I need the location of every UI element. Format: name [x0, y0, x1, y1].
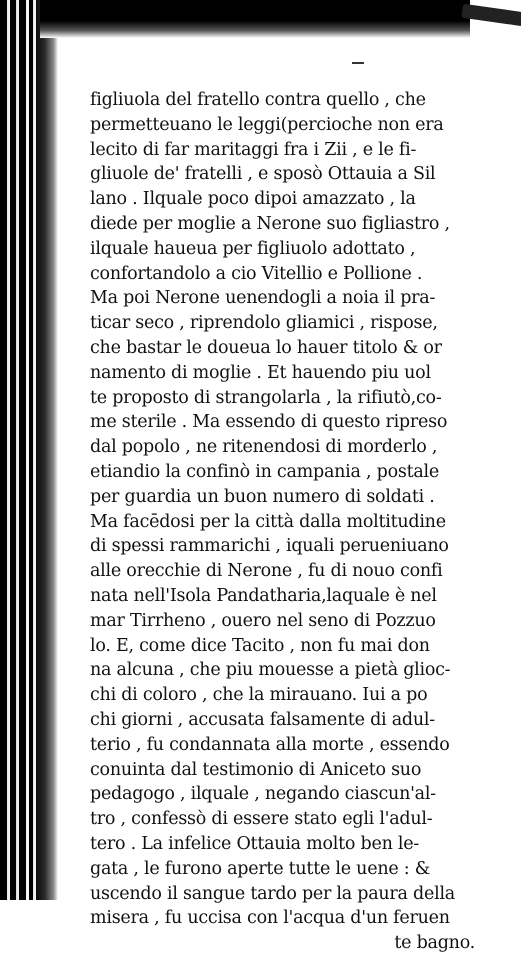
- text-line: me sterile . Ma essendo di questo ripreso: [90, 412, 448, 433]
- text-line: uscendo il sangue tardo per la paura della: [90, 883, 455, 904]
- stray-ink-mark: [352, 62, 364, 64]
- text-line: terio , fu condannata alla morte , essendo: [90, 734, 450, 755]
- corner-clip-mark: [461, 4, 521, 26]
- text-line: na alcuna , che piu mouesse a pietà glioc-: [90, 660, 451, 681]
- text-line: gata , le furono aperte tutte le uene : &: [90, 858, 431, 879]
- text-line: alle orecchie di Nerone , fu di nouo confi: [90, 561, 443, 582]
- text-line: tero . La infelice Ottauia molto ben le-: [90, 833, 420, 854]
- text-line: gliuole de' fratelli , e sposò Ottauia a Sil: [90, 164, 436, 185]
- text-line: nata nell'Isola Pandatharia,laquale è nel: [90, 585, 437, 606]
- text-line: conuinta dal testimonio di Aniceto suo: [90, 759, 422, 780]
- text-line: di spessi rammarichi , iquali perueniuano: [90, 536, 449, 557]
- text-line: figliuola del fratello contra quello , che: [90, 90, 426, 110]
- text-line: chi giorni , accusata falsamente di adul-: [90, 709, 435, 730]
- text-line: misera , fu uccisa con l'acqua d'un feruen: [90, 908, 450, 929]
- top-scan-edge: [40, 0, 470, 38]
- text-line: namento di moglie . Et hauendo piu uol: [90, 362, 431, 383]
- text-line: etiandio la confinò in campania , postale: [90, 461, 440, 482]
- text-line: dal popolo , ne ritenendosi di morderlo ,: [90, 437, 438, 458]
- text-line: per guardia un buon numero di soldati .: [90, 486, 435, 507]
- text-line: tro , confessò di essere stato egli l'adul-: [90, 809, 433, 830]
- text-line-final: te bagno.: [394, 933, 475, 954]
- text-line: diede per moglie a Nerone suo figliastro ,: [90, 213, 450, 234]
- text-line: lano . Ilquale poco dipoi amazzato , la: [90, 189, 416, 210]
- text-line: confortandolo a cio Vitellio e Pollione .: [90, 263, 423, 284]
- page-gutter-shadow: [36, 0, 58, 900]
- text-line: ilquale haueua per figliuolo adottato ,: [90, 238, 416, 259]
- text-line: pedagogo , ilquale , negando ciascun'al-: [90, 784, 436, 805]
- text-line: Ma facēdosi per la città dalla moltitudine: [90, 511, 446, 532]
- text-line: lo. E, come dice Tacito , non fu mai don: [90, 635, 430, 656]
- text-line: chi di coloro , che la mirauano. Iui a po: [90, 685, 428, 706]
- text-line: ticar seco , riprendolo gliamici , rispose,: [90, 313, 438, 334]
- text-line: mar Tirrheno , ouero nel seno di Pozzuo: [90, 610, 436, 631]
- text-line: che bastar le doueua lo hauer titolo & or: [90, 337, 442, 358]
- body-text: [90, 88, 505, 956]
- text-line: lecito di far maritaggi fra i Zii , e le fi-: [90, 139, 417, 160]
- text-line: te proposto di strangolarla , la rifiutò,co-: [90, 387, 442, 408]
- text-line: permetteuano le leggi(percioche non era: [90, 114, 444, 135]
- text-line: Ma poi Nerone uenendogli a noia il pra-: [90, 288, 436, 309]
